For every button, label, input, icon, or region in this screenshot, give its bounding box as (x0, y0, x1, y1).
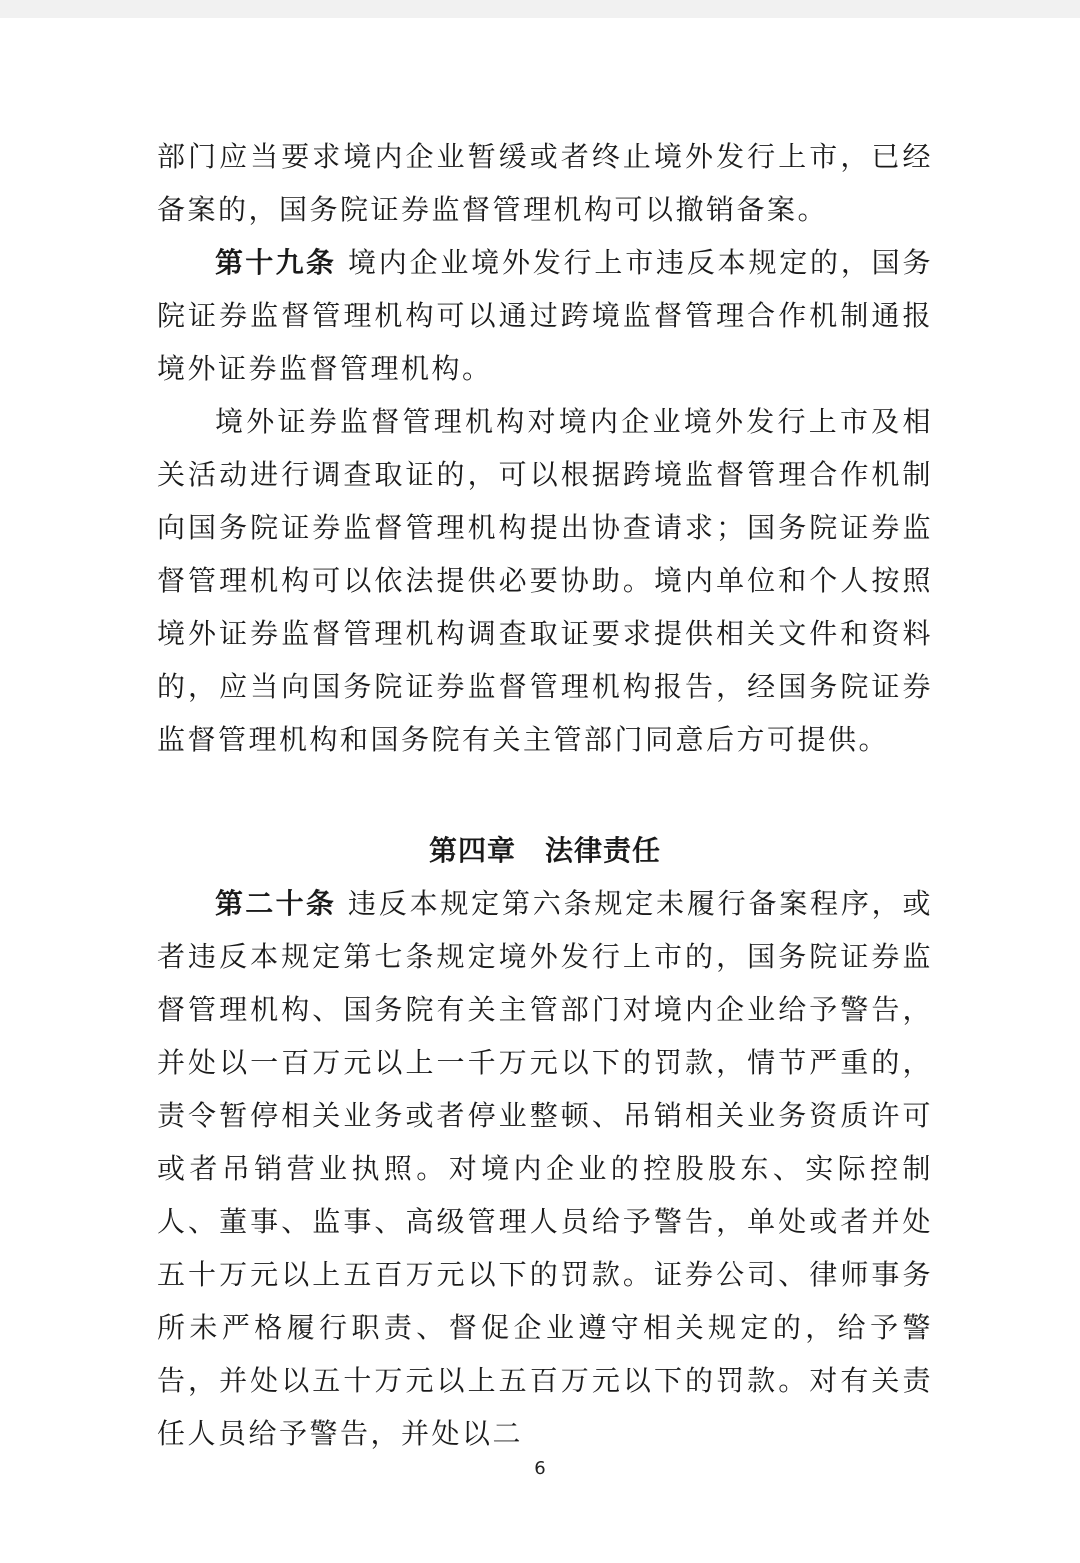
chapter-title: 第四章 法律责任 (428, 834, 661, 867)
article-19-paragraph-2 (157, 395, 933, 766)
page-number: 6 (534, 1458, 546, 1479)
article-19 (157, 236, 933, 395)
paragraph-text: 部门应当要求境内企业暂缓或者终止境外发行上市，已经备案的，国务院证券监督管理机构可以撤销备案。 (157, 140, 933, 226)
paragraph-text: 境外证券监督管理机构对境内企业境外发行上市及相关活动进行调查取证的，可以根据跨境监督管理合作机制向国务院证券监督管理机构提出协查请求；国务院证券监督管理机构可以依法提供必要协助。境内单位和个人按照境外证券监督管理机构调查取证要求提供相关文件和资料的，应当向国务院证券监督管理机构报告，经国务院证券监督管理机构和国务院有关主管部门同意后方可提供。 (157, 405, 933, 756)
article-20-text: 违反本规定第六条规定未履行备案程序，或者违反本规定第七条规定境外发行上市的，国务院证券监督管理机构、国务院有关主管部门对境内企业给予警告，并处以一百万元以上一千万元以下的罚款，情节严重的，责令暂停相关业务或者停业整顿、吊销相关业务资质许可或者吊销营业执照。对境内企业的控股股东、实际控制人、董事、监事、高级管理人员给予警告，单处或者并处五十万元以上五百万元以下的罚款。证券公司、律师事务所未严格履行职责、督促企业遵守相关规定的，给予警告，并处以五十万元以上五百万元以下的罚款。对有关责任人员给予警告，并处以二 (157, 887, 933, 1450)
top-edge-strip (0, 0, 1080, 18)
article-19-text: 境内企业境外发行上市违反本规定的，国务院证券监督管理机构可以通过跨境监督管理合作机制通报境外证券监督管理机构。 (157, 246, 933, 385)
paragraph-continuation (157, 130, 933, 236)
article-20-title: 第二十条 (215, 887, 337, 920)
article-20 (157, 877, 933, 1460)
document-body (157, 130, 933, 1460)
article-19-title: 第十九条 (215, 246, 337, 279)
